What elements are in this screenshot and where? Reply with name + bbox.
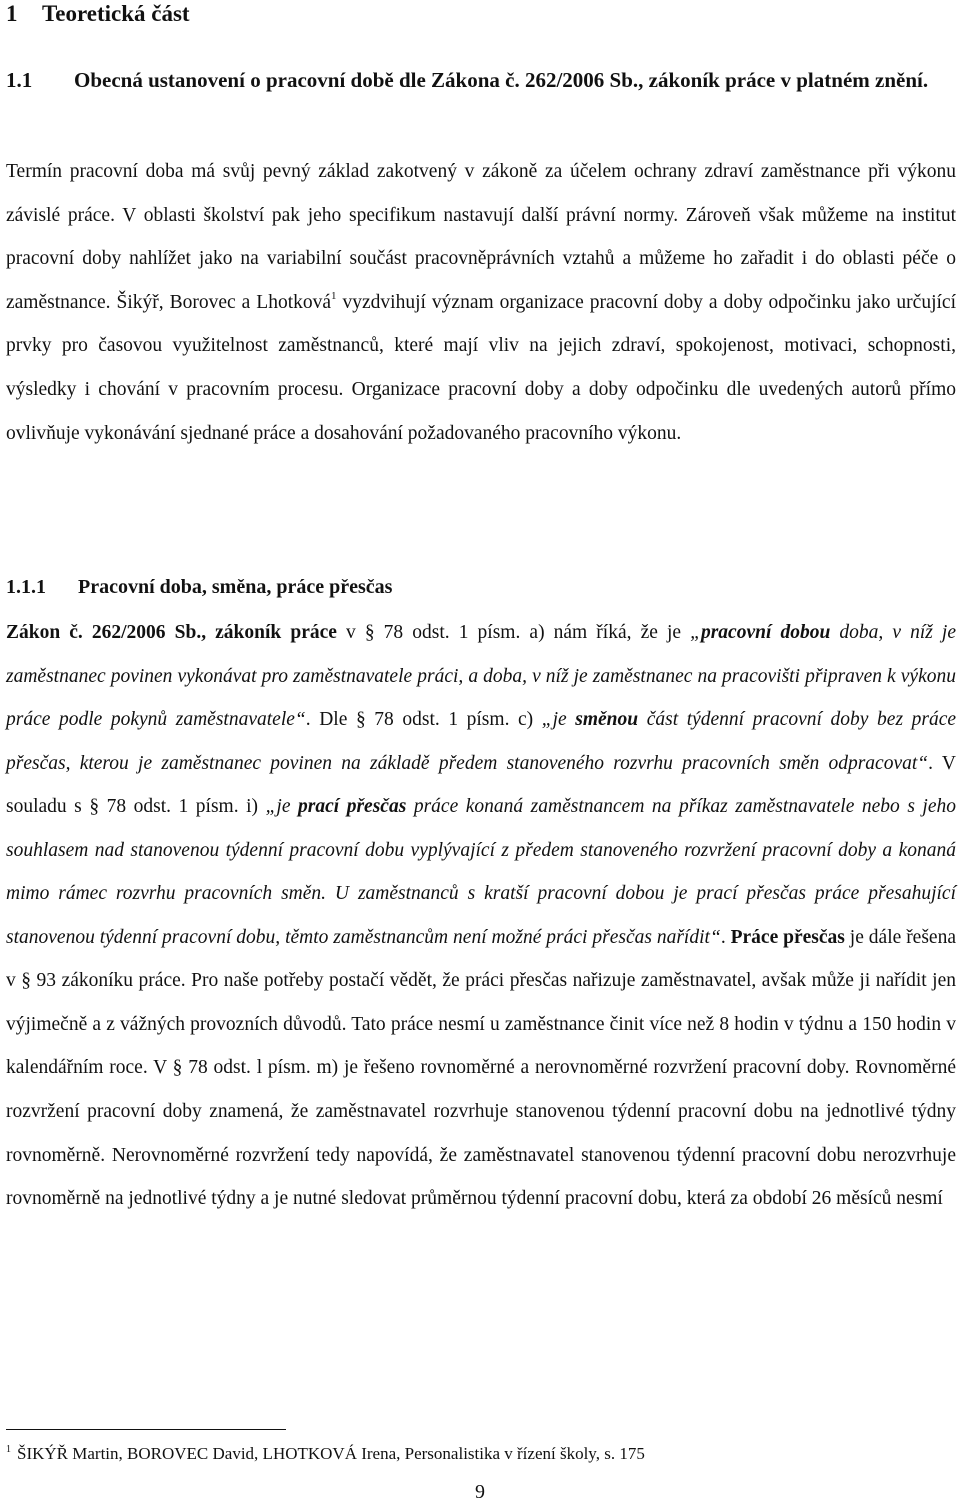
defined-term: prací přesčas (298, 796, 407, 818)
subsection-number: 1.1.1 (6, 576, 46, 598)
quoted-definition: část týdenní pracovní doby bez práce přesčas, kterou je zaměstnanec povinen na základě předem stanoveného rozvrhu pracovních směn odpracovat (6, 709, 957, 774)
quote-close: “ (917, 752, 929, 774)
section-sign: § (21, 970, 32, 992)
text-run: . (720, 926, 731, 948)
quote-close: “ (294, 709, 306, 731)
section-heading (6, 58, 956, 102)
text-run: je dále řešena v (6, 926, 956, 992)
text-run: 78 odst. 1 písm. c) (365, 709, 542, 731)
text-run: . Dle (305, 709, 356, 731)
quote-open: „ (265, 796, 277, 818)
defined-term: pracovní dobou (700, 622, 831, 643)
quote-open: „ (541, 709, 553, 731)
quoted-definition: doba, v níž je zaměstnanec povinen vykonávat pro zaměstnavatele práci, a doba, v níž je zaměstnanec na pracovišti připraven k výkonu práce podle pokynů zaměstnavatele (6, 622, 956, 731)
section-number: 1.1 (6, 68, 33, 92)
section-sign: § (364, 622, 375, 643)
section-sign: § (89, 796, 100, 818)
chapter-heading (6, 0, 190, 30)
chapter-number: 1 (6, 1, 18, 26)
paragraph-text: vyzdvihují význam organizace pracovní doby a doby odpočinku jako určující prvky pro časovou využitelnost zaměstnanců, které mají vliv na jejich zdraví, spokojenost, motivaci, schopnosti, výsledky i chování v pracovním procesu. Organizace pracovní doby a doby odpočinku dle uvedených autorů přímo ovlivňuje vykonávání sjednané práce a dosahování požadovaného pracovního výkonu. (6, 291, 956, 444)
page-number: 9 (475, 1481, 485, 1503)
subsection-title: Pracovní doba, směna, práce přesčas (78, 576, 393, 598)
footnote (6, 1442, 645, 1466)
footnote-text: ŠIKÝŘ Martin, BOROVEC David, LHOTKOVÁ Irena, Personalistika v řízení školy, s. 175 (17, 1444, 645, 1463)
text-run: . V souladu s (6, 752, 957, 818)
law-citation: Zákon č. 262/2006 Sb., zákoník práce (6, 622, 337, 643)
footnote-reference: 1 (331, 289, 337, 302)
text-run: 78 odst. l písm. m) je řešeno rovnoměrné a nerovnoměrné rozvržení pracovní doby. Rovnoměrné rozvržení pracovní doby znamená, že zaměstnavatel rozvrhuje stanovenou týdenní pracovní dobu na jednotlivé týdny rovnoměrně. Nerovnoměrné rozvržení tedy napovídá, že zaměstnavatel stanovenou týdenní pracovní dobu nerozvrhuje rovnoměrně na jednotlivé týdny a je nutné sledovat průměrnou týdenní pracovní dobu, která za období 26 měsíců nesmí (6, 1057, 956, 1210)
paragraph-law (6, 611, 956, 1221)
text-run: 78 odst. 1 písm. a) nám říká, že je (374, 622, 691, 643)
paragraph-text: Termín pracovní doba má svůj pevný základ zakotvený v zákoně za účelem ochrany zdraví zaměstnance při výkonu závislé práce. V oblasti školství pak jeho specifikum nastavují další právní normy. Zároveň však můžeme na institut pracovní doby nahlížet jako na variabilní součást pracovněprávních vztahů a můžeme ho zařadit i do oblasti péče o zaměstnance. Šikýř, Borovec a Lhotková (6, 161, 956, 313)
quoted-definition: je (552, 709, 576, 731)
section-sign: § (355, 709, 366, 731)
quoted-definition: je (276, 796, 299, 818)
chapter-title: Teoretická část (42, 1, 190, 26)
defined-term: směnou (575, 709, 639, 731)
quote-close: “ (709, 926, 721, 948)
text-run: 93 zákoníku práce. Pro naše potřeby postačí vědět, že práci přesčas nařizuje zaměstnavatel, avšak může ji nařídit jen výjimečně a z vážných provozních důvodů. Tato práce nesmí u zaměstnance činit více než 8 hodin v týdnu a 150 hodin v kalendářním roce. V (6, 970, 957, 1079)
quote-open: „ (690, 622, 701, 643)
quoted-definition: práce konaná zaměstnancem na příkaz zaměstnavatele nebo s jeho souhlasem nad stanovenou týdenní pracovní dobu vyplývající z předem stanoveného rozvržení pracovní doby a konaná mimo rámec rozvrhu pracovních směn. U zaměstnanců s kratší pracovní dobou je prací přesčas práce přesahující stanovenou týdenní pracovní dobu, těmto zaměstnancům není možné práci přesčas nařídit (6, 796, 957, 948)
paragraph-intro (6, 150, 956, 455)
text-run: v (336, 622, 365, 643)
footnote-number: 1 (6, 1444, 11, 1455)
text-run: 78 odst. 1 písm. i) (99, 796, 266, 818)
section-sign: § (172, 1057, 183, 1079)
subsection-heading (6, 568, 392, 606)
footnote-separator (6, 1429, 286, 1430)
bold-term: Práce přesčas (730, 926, 845, 948)
section-title: Obecná ustanovení o pracovní době dle Zákona č. 262/2006 Sb., zákoník práce v platném znění. (74, 68, 929, 92)
